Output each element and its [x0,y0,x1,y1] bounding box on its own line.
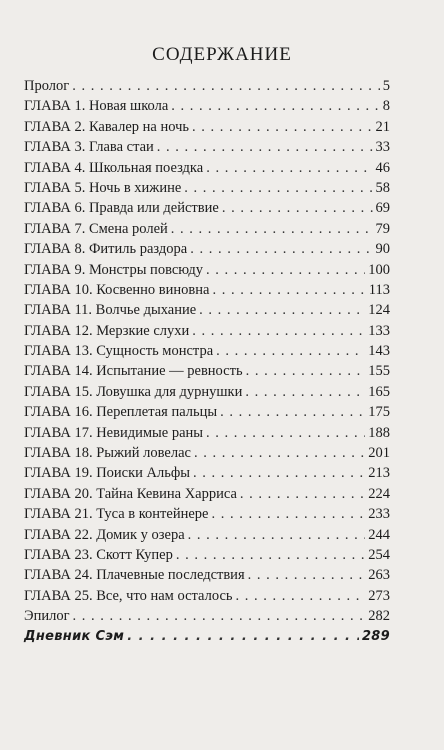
dot-leader [206,260,365,280]
dot-leader [248,565,366,585]
toc-entry [24,76,390,96]
toc-entry-page: 100 [368,261,390,278]
toc-entry-label: ГЛАВА 21. Туса в контейнере [24,506,209,523]
toc-entry-label: ГЛАВА 11. Волчье дыхание [24,302,197,319]
toc-entry [24,158,390,178]
dot-leader [157,137,373,157]
toc-entry-page: 33 [375,139,390,156]
toc-entry [24,137,390,157]
toc-entry [24,219,390,239]
toc-entry-page: 273 [368,587,390,604]
toc-entry-label: ГЛАВА 14. Испытание — ревность [24,363,243,380]
toc-entry [24,606,390,626]
dot-leader [194,443,365,463]
toc-entry [24,260,390,280]
toc-entry-page: 155 [368,363,390,380]
toc-entry-page: 90 [375,241,390,258]
toc-entry-label: ГЛАВА 18. Рыжий ловелас [24,445,191,462]
dot-leader [190,239,372,259]
toc-entry-label: ГЛАВА 19. Поиски Альфы [24,465,191,482]
dot-leader [73,606,366,626]
toc-entry-label: ГЛАВА 13. Сущность монстра [24,343,214,360]
toc-entry [24,321,390,341]
dot-leader [171,96,379,116]
toc-entry-page: 282 [368,608,390,625]
toc-entry-page: 224 [368,485,390,502]
dot-leader [193,463,365,483]
toc-entry-label: ГЛАВА 3. Глава стаи [24,139,154,156]
toc-entry-page: 244 [368,526,390,543]
toc-entry-page: 69 [375,200,390,217]
toc-entry [24,300,390,320]
dot-leader [171,219,373,239]
toc-entry-label: ГЛАВА 23. Скотт Купер [24,546,173,563]
toc-entry-page: 21 [375,118,390,135]
dot-leader [206,158,372,178]
toc-entry [24,361,390,381]
toc-entry-page: 8 [382,98,390,115]
dot-leader [220,402,365,422]
toc-entry [24,117,390,137]
toc-entry [24,525,390,545]
toc-entry-label: ГЛАВА 1. Новая школа [24,98,169,115]
toc-entry-label: ГЛАВА 9. Монстры повсюду [24,261,203,278]
toc-entry [24,198,390,218]
toc-entry-label: ГЛАВА 15. Ловушка для дурнушки [24,383,243,400]
toc-entry-label: ГЛАВА 10. Косвенно виновна [24,281,210,298]
dot-leader [216,341,365,361]
toc-entry-page: 175 [368,404,390,421]
page-title: СОДЕРЖАНИЕ [152,44,292,65]
toc-entry-page: 254 [368,546,390,563]
toc-entry [24,178,390,198]
toc-entry [24,443,390,463]
toc-entry-label: ГЛАВА 25. Все, что нам осталось [24,587,233,604]
toc-entry-page: 213 [368,465,390,482]
toc-entry [24,382,390,402]
dot-leader [222,198,373,218]
dot-leader [211,504,365,524]
toc-entry [24,484,390,504]
dot-leader [127,627,359,647]
toc-entry-label: ГЛАВА 12. Мерзкие слухи [24,322,190,339]
dot-leader [246,361,366,381]
toc-entry-page: 201 [368,445,390,462]
toc-entry-label: ГЛАВА 17. Невидимые раны [24,424,204,441]
dot-leader [245,382,365,402]
toc-entry-page: 188 [368,424,390,441]
toc-entry-page: 79 [375,220,390,237]
toc-entry [24,545,390,565]
dot-leader [192,117,373,137]
toc-entry-label: ГЛАВА 20. Тайна Кевина Харриса [24,485,237,502]
toc-entry-page: 46 [375,159,390,176]
dot-leader [184,178,372,198]
toc-entry [24,341,390,361]
toc-entry-label: Дневник Сэм [24,628,125,644]
toc-entry [24,586,390,606]
dot-leader [206,423,365,443]
toc-entry [24,96,390,116]
dot-leader [236,586,366,606]
dot-leader [212,280,365,300]
toc-entry-page: 233 [368,506,390,523]
toc-entry-page: 58 [375,179,390,196]
toc-entry-page: 263 [368,567,390,584]
toc-entry-label: ГЛАВА 7. Смена ролей [24,220,168,237]
dot-leader [199,300,365,320]
toc-entry [24,627,390,647]
toc-entry-page: 289 [361,628,390,644]
toc-entry-label: ГЛАВА 16. Переплетая пальцы [24,404,218,421]
toc-entry [24,239,390,259]
toc-entry-page: 5 [382,78,390,94]
dot-leader [192,321,365,341]
toc-entry-page: 133 [368,322,390,339]
dot-leader [72,76,380,96]
toc-entry-label: ГЛАВА 8. Фитиль раздора [24,241,188,258]
toc-entry [24,280,390,300]
dot-leader [240,484,365,504]
toc-entry-page: 143 [368,343,390,360]
toc-entry-page: 124 [368,302,390,319]
dot-leader [188,525,366,545]
toc-entry [24,463,390,483]
toc-entry-label: ГЛАВА 2. Кавалер на ночь [24,118,189,135]
toc-entry-label: ГЛАВА 24. Плачевные последствия [24,567,245,584]
dot-leader [176,545,365,565]
toc-entry-label: ГЛАВА 4. Школьная поездка [24,159,204,176]
toc-entry-label: ГЛАВА 6. Правда или действие [24,200,219,217]
toc-entry [24,423,390,443]
toc-entry-label: ГЛАВА 22. Домик у озера [24,526,185,543]
toc-entry-label: Эпилог [24,608,70,625]
toc-entry-label: ГЛАВА 5. Ночь в хижине [24,179,182,196]
toc-entry [24,402,390,422]
toc-entry [24,504,390,524]
table-of-contents [24,76,390,647]
toc-entry-label: Пролог [24,78,70,94]
toc-entry-page: 165 [368,383,390,400]
toc-entry [24,565,390,585]
toc-entry-page: 113 [368,281,390,298]
